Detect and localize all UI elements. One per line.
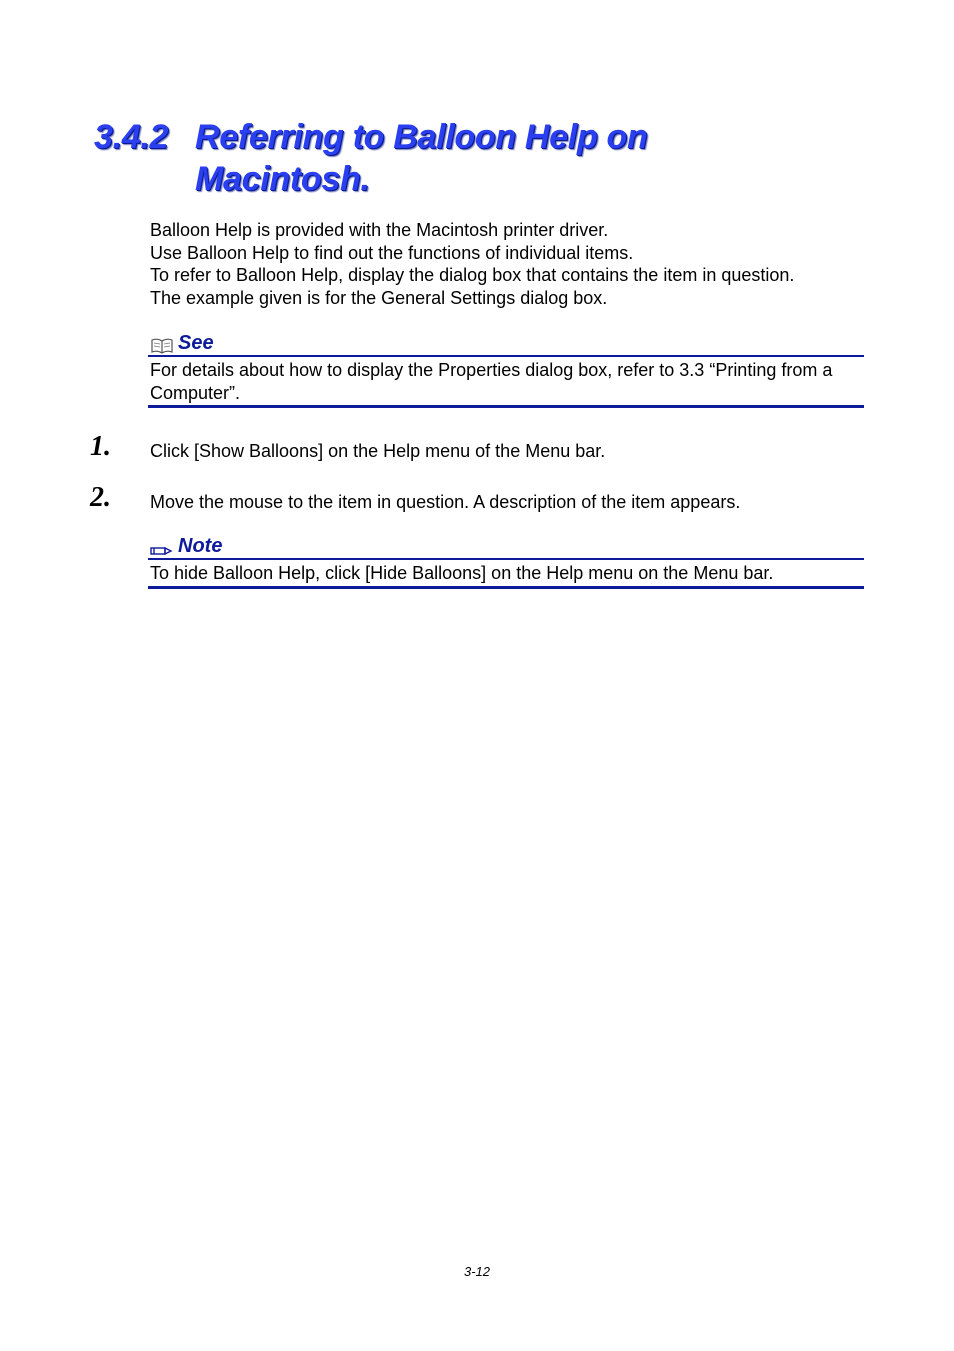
step-text: Click [Show Balloons] on the Help menu of the Menu bar. (150, 441, 606, 461)
page-number: 3-12 (463, 1264, 491, 1279)
book-icon (150, 337, 174, 355)
note-callout (148, 534, 864, 589)
see-callout-header (148, 331, 864, 355)
section-number: 3.4.2 (94, 118, 169, 156)
note-label: Note (178, 535, 223, 557)
step-number: 2. (90, 482, 111, 513)
intro-line: Use Balloon Help to find out the functions of individual items. (150, 242, 634, 263)
step-text: Move the mouse to the item in question. A description of the item appears. (150, 492, 741, 512)
see-callout (148, 331, 864, 408)
see-callout-text: For details about how to display the Properties dialog box, refer to 3.3 “Printing from a Computer”. (148, 355, 864, 408)
note-callout-text: To hide Balloon Help, click [Hide Balloons] on the Help menu on the Menu bar. (148, 558, 864, 589)
see-label: See (178, 332, 214, 354)
intro-line: The example given is for the General Settings dialog box. (150, 287, 608, 308)
step-number: 1. (90, 431, 111, 462)
section-title-line2: Macintosh. (195, 160, 370, 198)
intro-line: To refer to Balloon Help, display the dialog box that contains the item in question. (150, 265, 795, 285)
section-heading (94, 116, 894, 200)
section-title-line1: Referring to Balloon Help on (195, 118, 648, 156)
pencil-icon (150, 544, 174, 558)
note-callout-header (148, 534, 864, 558)
intro-paragraph (150, 219, 870, 309)
intro-line: Balloon Help is provided with the Macintosh printer driver. (150, 220, 609, 240)
